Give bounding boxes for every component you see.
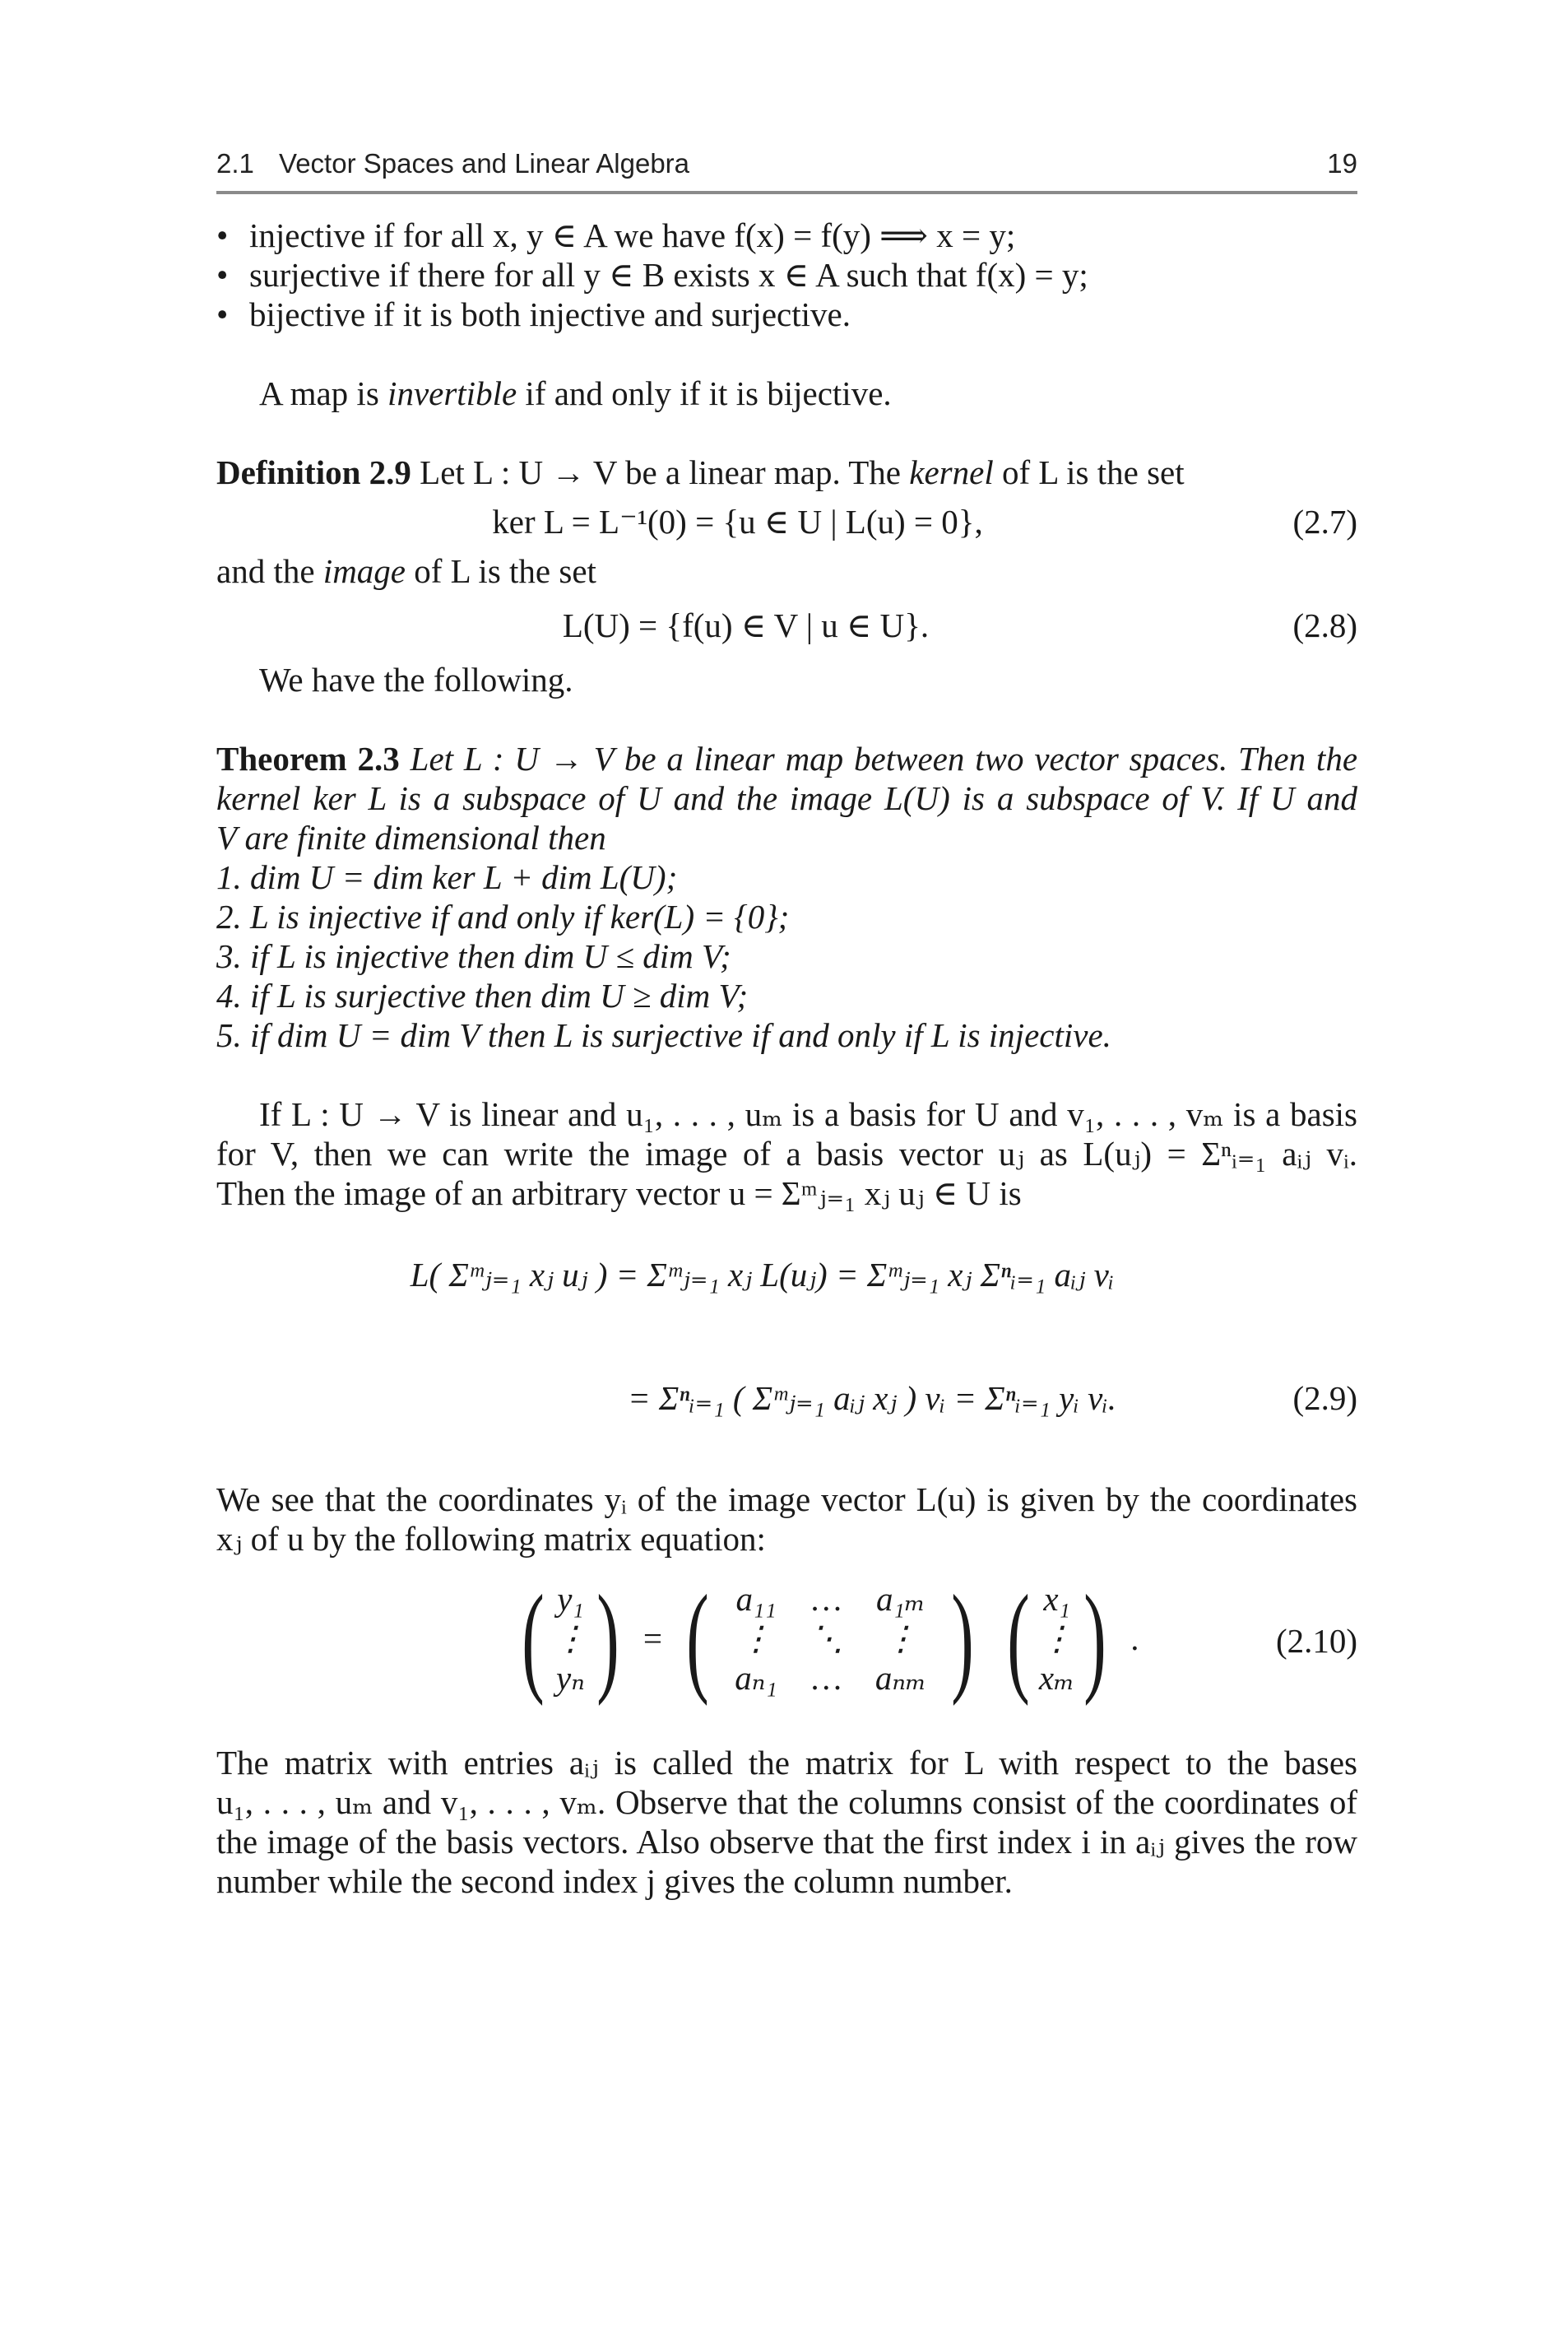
theorem-item: 5. if dim U = dim V then L is surjective if and only if L is injective. — [216, 1016, 1111, 1054]
running-header — [216, 145, 1357, 186]
section-title: Vector Spaces and Linear Algebra — [279, 148, 690, 179]
theorem-item: 2. L is injective if and only if ker(L) = {0}; — [216, 898, 790, 936]
paragraph-line: If L : U → V is linear and u₁, . . . , uₘ is a basis for U and v₁, . . . , vₘ is a basis — [259, 1095, 1357, 1133]
theorem-item: 1. dim U = dim ker L + dim L(U); — [216, 858, 678, 896]
equation-2-8: L(U) = {f(u) ∈ V | u ∈ U}. (2.8) — [216, 591, 1357, 660]
bullet-item: • surjective if there for all y ∈ B exists x ∈ A such that f(x) = y; — [216, 256, 1088, 294]
header-rule — [216, 191, 1357, 194]
definition-heading: Definition 2.9 Let L : U → V be a linear map. The kernel of L is the set — [216, 453, 1185, 491]
paragraph-line: number while the second index j gives the column number. — [216, 1862, 1013, 1900]
equation-number: (2.7) — [1292, 503, 1357, 541]
following-text: We have the following. — [259, 661, 573, 699]
paragraph-line: Then the image of an arbitrary vector u = Σᵐⱼ₌₁ xⱼ uⱼ ∈ U is — [216, 1174, 1022, 1212]
theorem-line: kernel ker L is a subspace of U and the image L(U) is a subspace of V. If U and — [216, 779, 1357, 817]
equation-2-10: ( y₁ ⋮ yₙ ) = ( a₁₁ … a₁ₘ ⋮ ⋱ ⋮ aₙ₁ … aₙₘ ) ( x₁ ⋮ xₘ ) . (2.10) — [522, 1570, 1357, 1707]
theorem-line: V are finite dimensional then — [216, 819, 606, 857]
equation-number: (2.9) — [1292, 1379, 1357, 1417]
paragraph-line: We see that the coordinates yᵢ of the image vector L(u) is given by the coordinates — [216, 1480, 1357, 1518]
page-number: 19 — [1327, 148, 1357, 179]
definition-label: Definition 2.9 — [216, 453, 411, 491]
theorem-label: Theorem 2.3 — [216, 740, 400, 778]
theorem-heading: Theorem 2.3 Let L : U → V be a linear map between two vector spaces. Then the — [216, 740, 1358, 778]
rhs-vector: x₁ ⋮ xₘ — [1038, 1580, 1075, 1697]
section-number: 2.1 — [216, 148, 254, 179]
page-body — [216, 216, 1357, 1901]
paragraph-line: the image of the basis vectors. Also observe that the first index i in aᵢⱼ gives the row — [216, 1823, 1357, 1861]
paragraph-line: u₁, . . . , uₘ and v₁, . . . , vₘ. Observe that the columns consist of the coordinates of — [216, 1783, 1357, 1821]
lhs-vector: y₁ ⋮ yₙ — [553, 1580, 587, 1697]
equation-2-7: ker L = L⁻¹(0) = {u ∈ U | L(u) = 0}, (2.7) — [216, 492, 1357, 551]
equation-2-9-line1: L( Σᵐⱼ₌₁ xⱼ uⱼ ) = Σᵐⱼ₌₁ xⱼ L(uⱼ) = Σᵐⱼ₌₁ xⱼ Σⁿᵢ₌₁ aᵢⱼ vᵢ — [410, 1256, 1115, 1294]
invertible-paragraph: A map is invertible if and only if it is bijective. — [259, 374, 892, 412]
theorem-item: 4. if L is surjective then dim U ≥ dim V; — [216, 977, 749, 1015]
coefficient-matrix: a₁₁ … a₁ₘ ⋮ ⋱ ⋮ aₙ₁ … aₙₘ — [735, 1580, 927, 1697]
image-sentence: and the image of L is the set — [216, 552, 596, 590]
paragraph-line: The matrix with entries aᵢⱼ is called the matrix for L with respect to the bases — [216, 1744, 1357, 1782]
equation-2-9-line2: = Σⁿᵢ₌₁ ( Σᵐⱼ₌₁ aᵢⱼ xⱼ ) vᵢ = Σⁿᵢ₌₁ yᵢ vᵢ. (2.9) — [628, 1379, 1357, 1417]
equation-number: (2.8) — [1292, 606, 1357, 644]
theorem-item: 3. if L is injective then dim U ≤ dim V; — [216, 937, 731, 975]
paragraph-line: for V, then we can write the image of a basis vector uⱼ as L(uⱼ) = Σⁿᵢ₌₁ aᵢⱼ vᵢ. — [216, 1135, 1357, 1173]
paragraph-line: xⱼ of u by the following matrix equation: — [216, 1520, 766, 1558]
equation-number: (2.10) — [1275, 1622, 1357, 1660]
bullet-item: • injective if for all x, y ∈ A we have f(x) = f(y) ⟹ x = y; — [216, 216, 1016, 254]
bullet-item: • bijective if it is both injective and surjective. — [216, 295, 851, 333]
